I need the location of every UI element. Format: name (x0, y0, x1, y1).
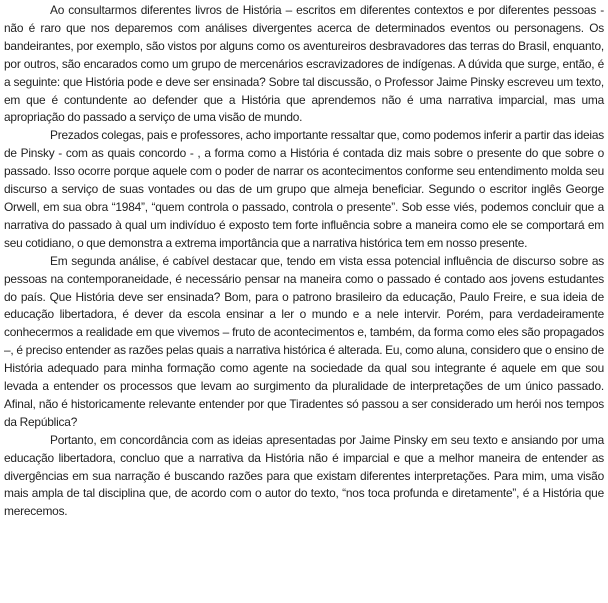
essay-paragraph-2: Prezados colegas, pais e professores, acho importante ressaltar que, como podemos inferir a partir das ideias de Pinsky - com as quais concordo - , a forma como a História é contada diz mais sobre o presente do que sobre o passado. Isso ocorre porque aquele com o poder de narrar os acontecimentos conforme seu entendimento molda seu discurso a serviço de suas vontades ou das de um grupo que almeja beneficiar. Segundo o escritor inglês George Orwell, em sua obra “1984”, “quem controla o passado, controla o presente”. Sob esse viés, podemos concluir que a narrativa do passado à qual um indivíduo é exposto tem forte influência sobre a maneira como ele se comportará em seu cotidiano, o que demonstra a extrema importância que a narrativa histórica tem em nosso presente. (4, 128, 604, 250)
essay-paragraph-4: Portanto, em concordância com as ideias apresentadas por Jaime Pinsky em seu texto e ansiando por uma educação libertadora, concluo que a narrativa da História não é imparcial e que a melhor maneira de entender as divergências em sua narração é buscando razões para que existam diferentes interpretações. Para mim, uma visão mais ampla de tal disciplina que, de acordo com o autor do texto, “nos toca profunda e diretamente”, é a História que merecemos. (4, 432, 604, 519)
essay-paragraph-1: Ao consultarmos diferentes livros de História – escritos em diferentes contextos e por diferentes pessoas - não é raro que nos deparemos com análises divergentes acerca de determinados eventos ou personagens. Os bandeirantes, por exemplo, são vistos por alguns como os aventureiros desbravadores das terras do Brasil, enquanto, por outros, são encarados como um grupo de mercenários escravizadores de indígenas. A dúvida que surge, então, é a seguinte: que História pode e deve ser ensinada? Sobre tal discussão, o Professor Jaime Pinsky escreveu um texto, em que é contundente ao defender que a História que aprendemos não é uma narrativa imparcial, mas uma apropriação do passado a serviço de uma visão de mundo. (4, 3, 604, 125)
essay-paragraph-3: Em segunda análise, é cabível destacar que, tendo em vista essa potencial influência de discurso sobre as pessoas na contemporaneidade, é necessário pensar na maneira como o passado é contado aos jovens estudantes do país. Que História deve ser ensinada? Bom, para o patrono brasileiro da educação, Paulo Freire, e sua ideia de educação libertadora, é dever da escola ensinar a ler o mundo e a nele intervir. Porém, para verdadeiramente conhecermos a realidade em que vivemos – fruto de acontecimentos e, também, da forma como eles são propagados –, é preciso entender as razões pelas quais a narrativa histórica é alterada. Eu, como aluna, considero que o ensino de História adequado para minha formação como agente na sociedade da qual sou integrante é aquele em que sou levada a entender os processos que levam ao surgimento da pluralidade de interpretações de um único passado. Afinal, não é historicamente relevante entender por que Tiradentes só passou a ser considerado um herói nos tempos da República? (4, 253, 604, 429)
